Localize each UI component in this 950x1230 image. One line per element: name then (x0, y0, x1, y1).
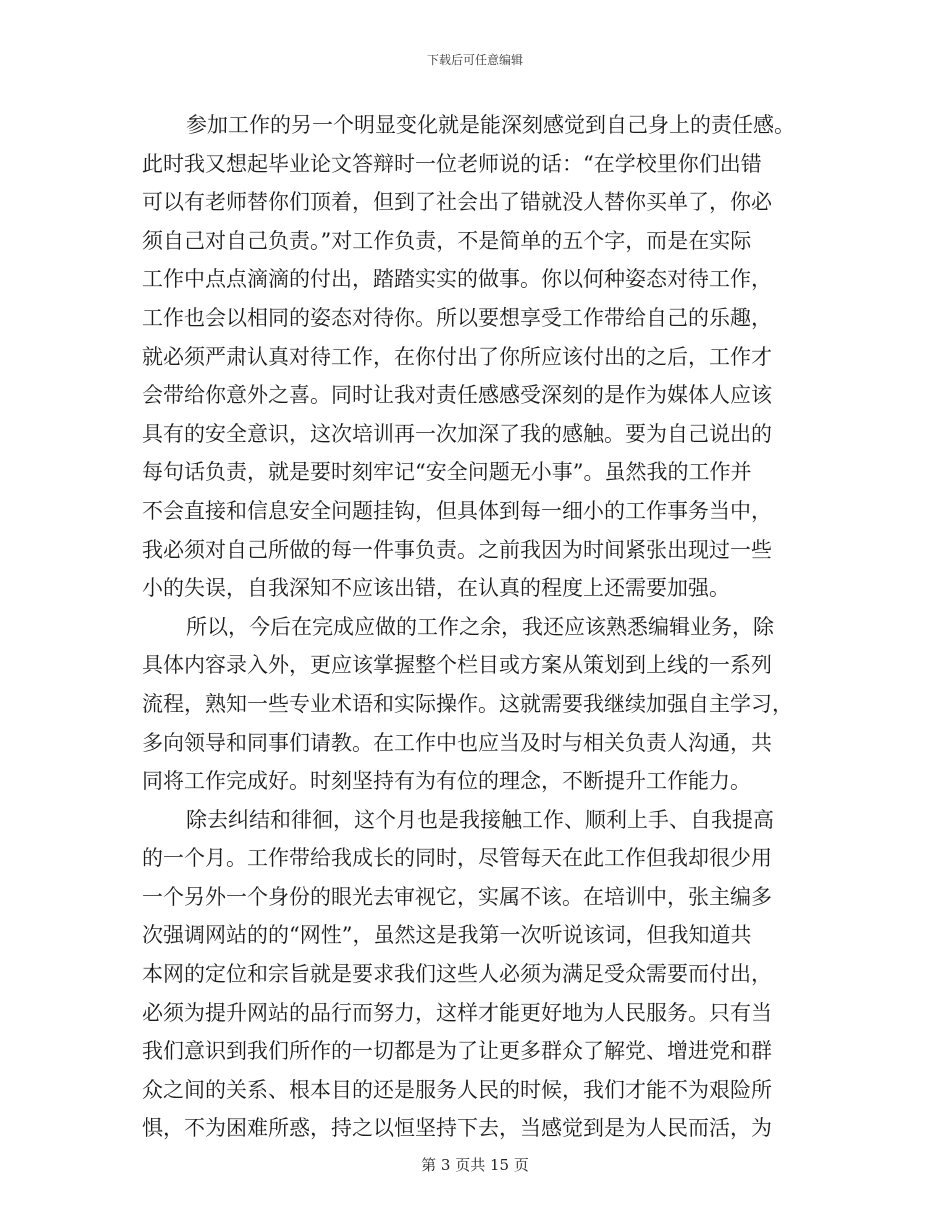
text-line: 我必须对自己所做的每一件事负责。之前我因为时间紧张出现过一些 (142, 537, 772, 562)
text-line: 每句话负责，就是要时刻牢记“安全问题无小事”。虽然我的工作并 (142, 460, 752, 485)
page-footer: 第 3 页共 15 页 (421, 1156, 529, 1174)
paragraph (142, 801, 814, 1148)
text-line: 不会直接和信息安全问题挂钩，但具体到每一细小的工作事务当中， (142, 498, 772, 523)
text-line: 除去纠结和徘徊，这个月也是我接触工作、顺利上手、自我提高 (186, 807, 774, 832)
paragraph (142, 106, 814, 608)
text-line: 工作也会以相同的姿态对待你。所以要想享受工作带给自己的乐趣， (142, 305, 772, 330)
page-header: 下载后可任意编辑 (426, 53, 523, 67)
text-line: 一个另外一个身份的眼光去审视它，实属不该。在培训中，张主编多 (142, 884, 772, 909)
text-line: 具体内容录入外，更应该掌握整个栏目或方案从策划到上线的一系列 (142, 653, 772, 678)
text-line: 就必须严肃认真对待工作，在你付出了你所应该付出的之后，工作才 (142, 344, 772, 369)
text-line: 具有的安全意识，这次培训再一次加深了我的感触。要为自己说出的 (142, 421, 772, 446)
text-line: 的一个月。工作带给我成长的同时，尽管每天在此工作但我却很少用 (142, 846, 772, 871)
text-line: 众之间的关系、根本目的还是服务人民的时候，我们才能不为艰险所 (142, 1077, 772, 1102)
text-line: 工作中点点滴滴的付出，踏踏实实的做事。你以何种姿态对待工作， (142, 267, 772, 292)
text-line: 流程，熟知一些专业术语和实际操作。这就需要我继续加强自主学习， (142, 691, 793, 716)
document-body (142, 106, 814, 1148)
text-line: 次强调网站的的“网性”，虽然这是我第一次听说该词，但我知道共 (142, 923, 752, 948)
text-line: 须自己对自己负责。”对工作负责，不是简单的五个字，而是在实际 (142, 228, 752, 253)
text-line: 可以有老师替你们顶着，但到了社会出了错就没人替你买单了，你必 (142, 190, 772, 215)
text-line: 会带给你意外之喜。同时让我对责任感感受深刻的是作为媒体人应该 (142, 383, 772, 408)
text-line: 我们意识到我们所作的一切都是为了让更多群众了解党、增进党和群 (142, 1039, 772, 1064)
text-line: 必须为提升网站的品行而努力，这样才能更好地为人民服务。只有当 (142, 1000, 772, 1025)
text-line: 所以，今后在完成应做的工作之余，我还应该熟悉编辑业务，除 (186, 614, 774, 639)
paragraph (142, 608, 814, 801)
text-line: 惧，不为困难所惑，持之以恒坚持下去，当感觉到是为人民而活，为 (142, 1116, 772, 1141)
text-line: 参加工作的另一个明显变化就是能深刻感觉到自己身上的责任感。 (186, 113, 795, 137)
text-line: 小的失误，自我深知不应该出错，在认真的程度上还需要加强。 (142, 576, 730, 601)
text-line: 多向领导和同事们请教。在工作中也应当及时与相关负责人沟通，共 (142, 730, 772, 755)
text-line: 此时我又想起毕业论文答辩时一位老师说的话：“在学校里你们出错 (142, 151, 762, 176)
text-line: 本网的定位和宗旨就是要求我们这些人必须为满足受众需要而付出， (142, 962, 772, 987)
text-line: 同将工作完成好。时刻坚持有为有位的理念，不断提升工作能力。 (142, 769, 751, 794)
